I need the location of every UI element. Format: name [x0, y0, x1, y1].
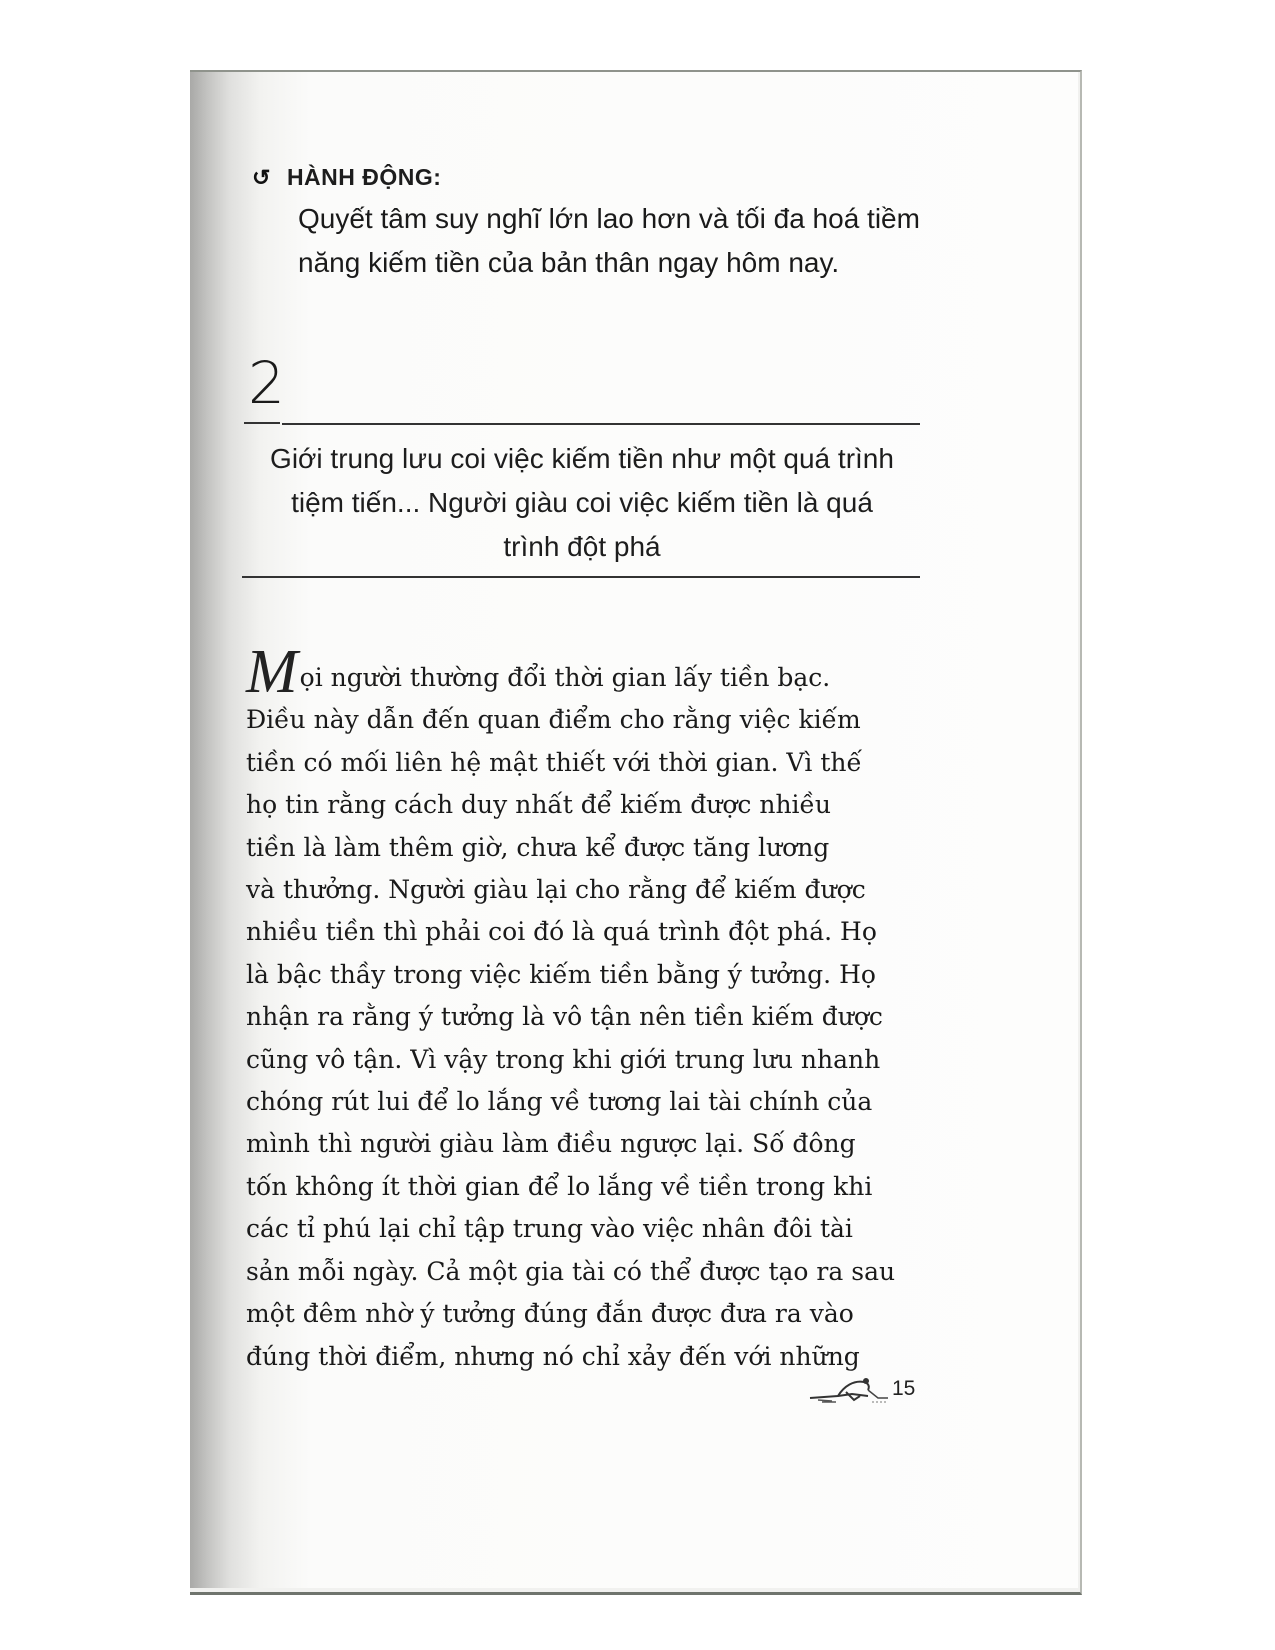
book-page: [190, 72, 1078, 1588]
body-line: nhận ra rằng ý tưởng là vô tận nên tiền kiếm được: [246, 1002, 883, 1032]
body-line: tốn không ít thời gian để lo lắng về tiền trong khi: [246, 1171, 873, 1201]
body-line: họ tin rằng cách duy nhất để kiếm được nhiều: [246, 790, 832, 820]
body-line: [246, 638, 918, 706]
body-line: một đêm nhờ ý tưởng đúng đắn được đưa ra vào: [246, 1299, 854, 1329]
action-text: [298, 197, 972, 285]
drop-cap: M: [246, 638, 298, 706]
body-line: mình thì người giàu làm điều ngược lại. Số đông: [246, 1129, 856, 1159]
body-line: là bậc thầy trong việc kiếm tiền bằng ý tưởng. Họ: [246, 959, 876, 989]
body-line: tiền có mối liên hệ mật thiết với thời gian. Vì thế: [246, 747, 862, 777]
section-rule-top: [282, 423, 920, 425]
action-line: năng kiếm tiền của bản thân ngay hôm nay.: [298, 247, 840, 278]
section-rule-bottom: [242, 576, 920, 578]
page-number: 15: [892, 1377, 916, 1400]
body-line: cũng vô tận. Vì vậy trong khi giới trung lưu nhanh: [246, 1044, 881, 1074]
section-number: 2: [248, 349, 285, 417]
arrow-circle-icon: ↺: [252, 164, 271, 190]
body-line: các tỉ phú lại chỉ tập trung vào việc nhân đôi tài: [246, 1214, 853, 1244]
section-title-line: trình đột phá: [503, 531, 661, 562]
action-block: [252, 164, 972, 285]
action-heading-label: HÀNH ĐỘNG:: [286, 164, 442, 190]
body-line: đúng thời điểm, nhưng nó chỉ xảy đến với những: [246, 1341, 860, 1371]
body-line: Điều này dẫn đến quan điểm cho rằng việc kiếm: [246, 705, 861, 735]
action-line: Quyết tâm suy nghĩ lớn lao hơn và tối đa hoá tiềm: [298, 203, 920, 234]
body-line: chóng rút lui để lo lắng về tương lai tài chính của: [246, 1087, 873, 1117]
body-line: sản mỗi ngày. Cả một gia tài có thể được tạo ra sau: [246, 1256, 896, 1286]
first-line-rest: ọi người thường đổi thời gian lấy tiền bạc.: [299, 663, 831, 692]
section-rule-left: [244, 422, 280, 424]
body-line: và thưởng. Người giàu lại cho rằng để kiếm được: [246, 875, 866, 905]
section-title-line: tiệm tiến... Người giàu coi việc kiếm tiền là quá: [291, 487, 873, 518]
runner-ornament-icon: [808, 1372, 890, 1406]
body-line: nhiều tiền thì phải coi đó là quá trình đột phá. Họ: [246, 917, 877, 947]
section-title-line: Giới trung lưu coi việc kiếm tiền như một quá trình: [270, 443, 894, 474]
action-heading: [252, 164, 972, 191]
page-footer: [808, 1372, 915, 1406]
body-paragraph: [246, 638, 918, 1378]
body-line: tiền là làm thêm giờ, chưa kể được tăng lương: [246, 832, 830, 862]
section-title: [242, 437, 922, 569]
